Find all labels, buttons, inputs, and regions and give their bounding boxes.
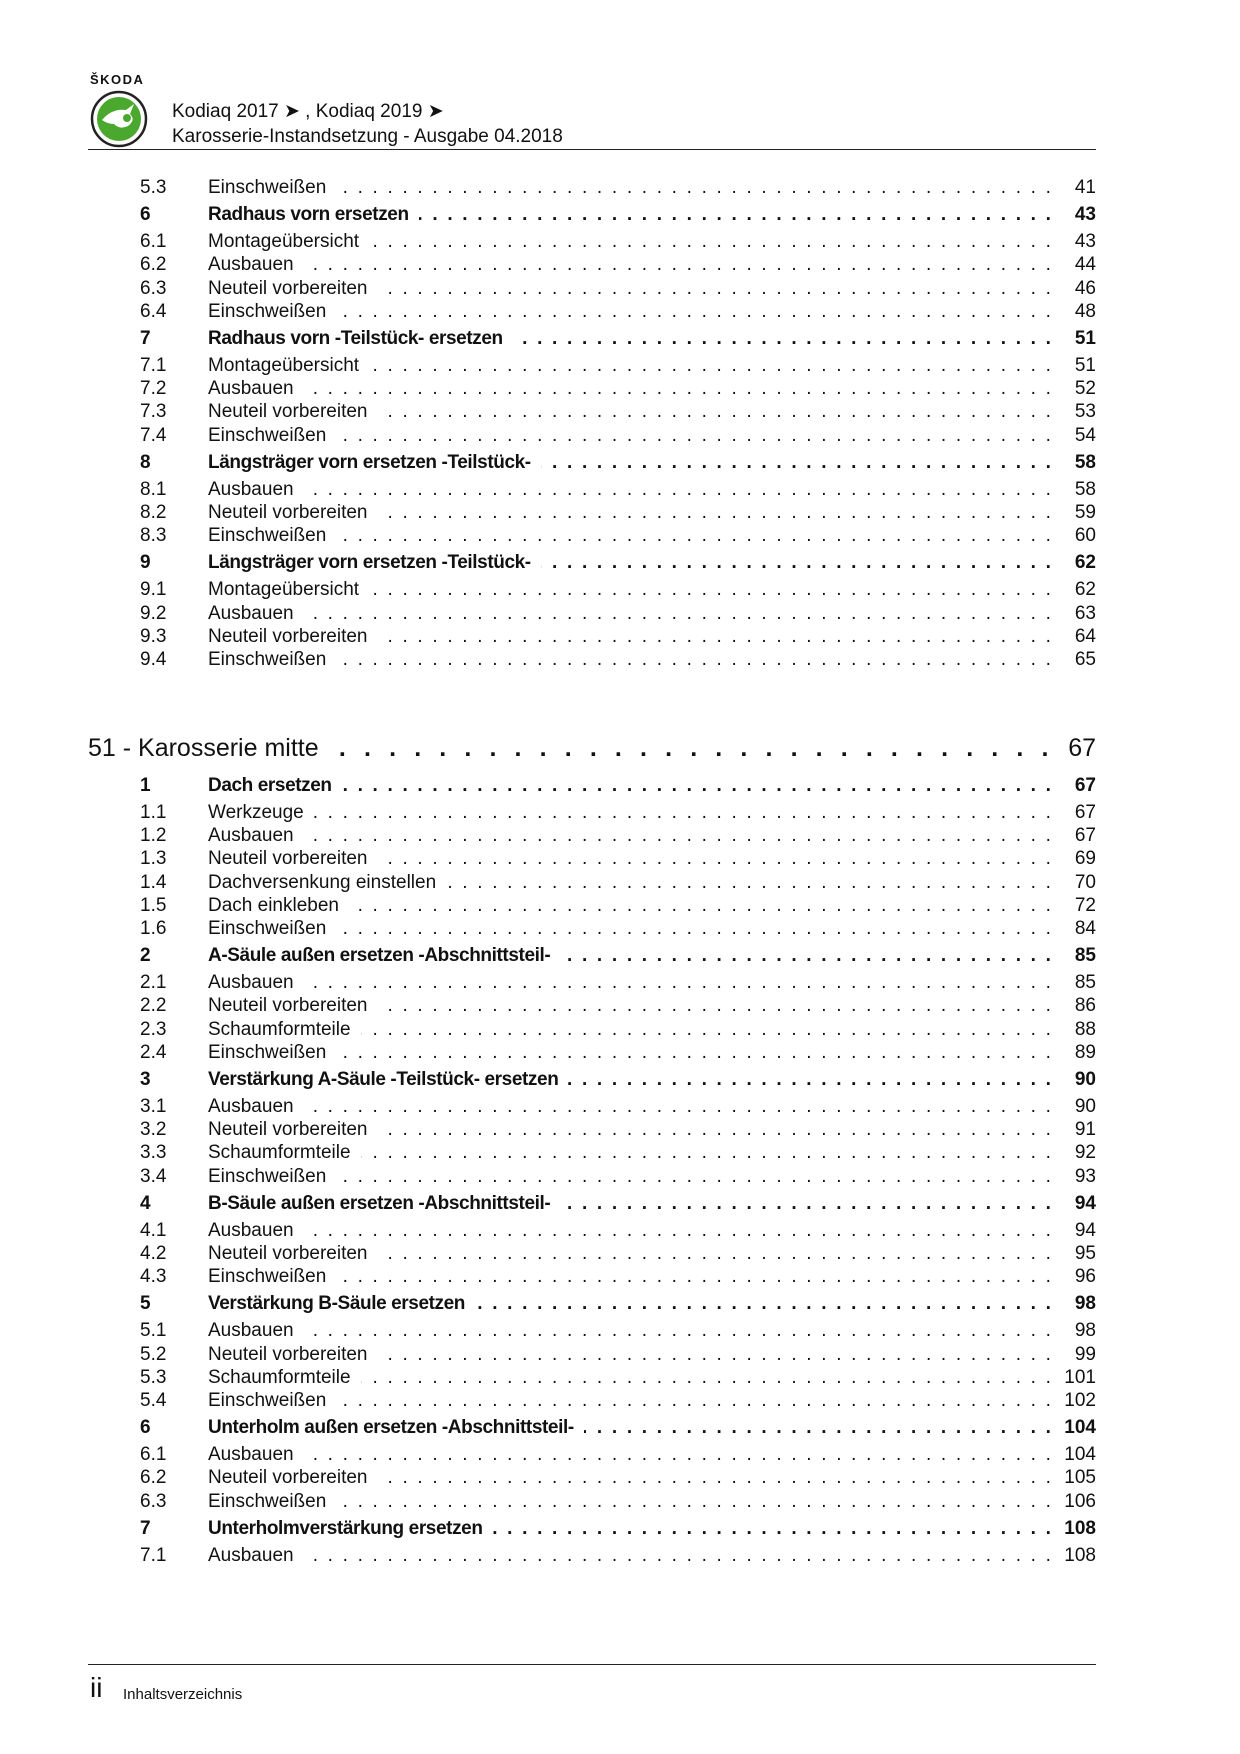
- toc-entry-page: 90: [1074, 1096, 1096, 1117]
- toc-entry-row[interactable]: [88, 1544, 1096, 1570]
- toc-entry-title: Montageübersicht . . .: [208, 230, 1054, 254]
- toc-entry-title: A-Säule außen ersetzen -Abschnittsteil- . . .: [208, 944, 1054, 968]
- toc-entry-number: 8: [140, 451, 151, 473]
- toc-entry-title: Unterholm außen ersetzen -Abschnittsteil- . . .: [208, 1416, 1054, 1440]
- toc-entry-number: 8.1: [140, 478, 167, 500]
- toc-entry-number: 3.4: [140, 1165, 167, 1187]
- toc-section-row[interactable]: [88, 1517, 1096, 1543]
- toc-section-row[interactable]: [88, 1192, 1096, 1218]
- toc-entry-number: 6: [140, 204, 151, 226]
- toc-entry-title: Montageübersicht . . .: [208, 578, 1054, 602]
- toc-entry-number: 8.3: [140, 525, 167, 547]
- toc-entry-number: 7.2: [140, 378, 167, 400]
- toc-section-row[interactable]: [88, 203, 1096, 229]
- toc-entry-number: 5.3: [140, 177, 167, 198]
- toc-entry-page: 96: [1074, 1266, 1096, 1288]
- toc-section-row[interactable]: [88, 1068, 1096, 1094]
- toc-entry-title: Ausbauen . . .: [208, 971, 1054, 995]
- toc-entry-page: 41: [1074, 177, 1096, 198]
- toc-entry-row[interactable]: [88, 1041, 1096, 1067]
- toc-entry-page: 65: [1074, 649, 1096, 670]
- toc-entry-title: Dach einkleben . . .: [208, 894, 1054, 918]
- skoda-logo-icon: [90, 90, 148, 148]
- toc-entry-row[interactable]: [88, 524, 1096, 550]
- toc-entry-page: 58: [1074, 478, 1096, 500]
- toc-entry-number: 2: [140, 945, 151, 967]
- toc-entry-page: 104: [1064, 1444, 1096, 1466]
- toc-entry-number: 2.2: [140, 995, 167, 1017]
- toc-entry-number: 1.4: [140, 871, 167, 893]
- toc-entry-title: Einschweißen . . .: [208, 1389, 1054, 1413]
- toc-entry-number: 5.1: [140, 1320, 167, 1342]
- toc-entry-row[interactable]: [88, 625, 1096, 651]
- toc-entry-row[interactable]: [88, 1095, 1096, 1121]
- toc-entry-title: Ausbauen . . .: [208, 1219, 1054, 1243]
- toc-entry-page: 52: [1074, 378, 1096, 400]
- toc-entry-page: 43: [1074, 204, 1096, 226]
- toc-entry-title: Radhaus vorn -Teilstück- ersetzen . . .: [208, 327, 1054, 351]
- toc-entry-title: Einschweißen . . .: [208, 1490, 1054, 1514]
- toc-entry-number: 1.1: [140, 802, 167, 823]
- toc-entry-number: 1.5: [140, 894, 167, 916]
- toc-entry-number: 9.3: [140, 625, 167, 647]
- toc-entry-title: Neuteil vorbereiten . . .: [208, 625, 1054, 649]
- toc-entry-title: Neuteil vorbereiten . . .: [208, 847, 1054, 871]
- footer-section-label: Inhaltsverzeichnis: [123, 1686, 243, 1703]
- toc-entry-title: Radhaus vorn ersetzen . . .: [208, 203, 1054, 227]
- toc-entry-title: Einschweißen . . .: [208, 1265, 1054, 1289]
- toc-entry-page: 44: [1074, 254, 1096, 276]
- toc-entry-number: 3.2: [140, 1119, 167, 1141]
- toc-entry-number: 9: [140, 552, 151, 574]
- toc-entry-row[interactable]: [88, 1219, 1096, 1245]
- toc-entry-number: 6.2: [140, 1467, 167, 1489]
- toc-entry-title: Neuteil vorbereiten . . .: [208, 1242, 1054, 1266]
- toc-entry-title: Ausbauen . . .: [208, 1544, 1054, 1568]
- toc-entry-row[interactable]: [88, 400, 1096, 426]
- toc-entry-title: Einschweißen . . .: [208, 176, 1054, 200]
- toc-entry-title: Montageübersicht . . .: [208, 354, 1054, 378]
- toc-entry-title: Einschweißen . . .: [208, 917, 1054, 941]
- toc-section-row[interactable]: [88, 451, 1096, 477]
- toc-entry-row[interactable]: [88, 176, 1096, 202]
- toc-entry-number: 3.3: [140, 1142, 167, 1164]
- toc-entry-title: Ausbauen . . .: [208, 1095, 1054, 1119]
- toc-entry-page: 94: [1074, 1219, 1096, 1241]
- toc-entry-page: 89: [1074, 1041, 1096, 1063]
- toc-entry-row[interactable]: [88, 1343, 1096, 1369]
- toc-entry-row[interactable]: [88, 478, 1096, 504]
- toc-entry-page: 48: [1074, 300, 1096, 322]
- toc-section-row[interactable]: [88, 551, 1096, 577]
- toc-entry-page: 53: [1074, 401, 1096, 423]
- toc-entry-page: 85: [1074, 945, 1096, 967]
- toc-entry-page: 104: [1064, 1417, 1096, 1439]
- toc-entry-row[interactable]: [88, 253, 1096, 279]
- toc-entry-page: 67: [1074, 825, 1096, 847]
- toc-entry-number: 4: [140, 1192, 151, 1214]
- toc-entry-page: 92: [1074, 1142, 1096, 1164]
- toc-entry-title: Neuteil vorbereiten . . .: [208, 1343, 1054, 1367]
- toc-entry-page: 91: [1074, 1119, 1096, 1141]
- page-header: [88, 72, 1098, 152]
- toc-chapter-row[interactable]: [88, 733, 1096, 765]
- toc-entry-number: 6.3: [140, 277, 167, 299]
- toc-entry-title: B-Säule außen ersetzen -Abschnittsteil- . . .: [208, 1192, 1054, 1216]
- toc-entry-page: 108: [1064, 1544, 1096, 1566]
- toc-entry-number: 7.3: [140, 401, 167, 423]
- toc-entry-page: 86: [1074, 995, 1096, 1017]
- toc-entry-page: 67: [1074, 775, 1096, 796]
- header-divider: [88, 149, 1096, 150]
- toc-entry-page: 51: [1074, 328, 1096, 349]
- toc-entry-page: 70: [1074, 871, 1096, 893]
- toc-entry-row[interactable]: [88, 354, 1096, 380]
- toc-entry-page: 85: [1074, 972, 1096, 994]
- toc-entry-page: 69: [1074, 848, 1096, 870]
- toc-entry-row[interactable]: [88, 501, 1096, 527]
- toc-entry-title: Ausbauen . . .: [208, 253, 1054, 277]
- toc-entry-title: Ausbauen . . .: [208, 377, 1054, 401]
- toc-entry-title: Ausbauen . . .: [208, 1443, 1054, 1467]
- toc-entry-row[interactable]: [88, 824, 1096, 850]
- toc-entry-number: 9.2: [140, 602, 167, 624]
- toc-entry-number: 6.2: [140, 254, 167, 276]
- toc-entry-number: 7.1: [140, 1544, 167, 1566]
- toc-entry-row[interactable]: [88, 994, 1096, 1020]
- toc-entry-page: 98: [1074, 1293, 1096, 1315]
- toc-entry-row[interactable]: [88, 1319, 1096, 1345]
- toc-entry-row[interactable]: [88, 1018, 1096, 1044]
- toc-entry-title: Neuteil vorbereiten . . .: [208, 400, 1054, 424]
- toc-entry-row[interactable]: [88, 424, 1096, 450]
- toc-entry-row[interactable]: [88, 230, 1096, 256]
- footer-divider: [88, 1664, 1096, 1665]
- toc-entry-number: 9.4: [140, 649, 167, 670]
- toc-entry-number: 4.2: [140, 1243, 167, 1264]
- toc-entry-page: 102: [1064, 1390, 1096, 1411]
- toc-entry-page: 46: [1074, 277, 1096, 299]
- toc-entry-page: 72: [1074, 894, 1096, 916]
- toc-section-row[interactable]: [88, 774, 1096, 800]
- toc-entry-row[interactable]: [88, 1165, 1096, 1191]
- toc-entry-title: Verstärkung B-Säule ersetzen . . .: [208, 1292, 1054, 1316]
- toc-entry-row[interactable]: [88, 1366, 1096, 1392]
- toc-entry-number: 7.4: [140, 424, 167, 446]
- toc-entry-page: 101: [1064, 1366, 1096, 1388]
- toc-entry-number: 6.3: [140, 1490, 167, 1512]
- toc-entry-number: 4.1: [140, 1219, 167, 1241]
- toc-entry-number: 2.1: [140, 972, 167, 994]
- toc-entry-page: 95: [1074, 1243, 1096, 1264]
- brand-wordmark: ŠKODA: [90, 72, 145, 87]
- toc-entry-row[interactable]: [88, 1389, 1096, 1415]
- toc-entry-row[interactable]: [88, 894, 1096, 920]
- toc-entry-number: 6.1: [140, 231, 167, 253]
- toc-entry-title: Ausbauen . . .: [208, 602, 1054, 626]
- toc-entry-number: 2.3: [140, 1018, 167, 1040]
- toc-entry-number: 1.2: [140, 825, 167, 847]
- toc-chapter-title: 51 - Karosserie mitte . . .: [88, 733, 1050, 763]
- toc-chapter-page: 67: [1068, 734, 1096, 762]
- toc-entry-title: Ausbauen . . .: [208, 1319, 1054, 1343]
- toc-entry-title: Längsträger vorn ersetzen -Teilstück- . . .: [208, 451, 1054, 475]
- toc-entry-title: Dachversenkung einstellen . . .: [208, 871, 1054, 895]
- toc-entry-number: 6.4: [140, 300, 167, 322]
- toc-entry-row[interactable]: [88, 578, 1096, 604]
- toc-entry-title: Neuteil vorbereiten . . .: [208, 994, 1054, 1018]
- toc-section-row[interactable]: [88, 1416, 1096, 1442]
- toc-entry-page: 63: [1074, 602, 1096, 624]
- toc-entry-page: 62: [1074, 579, 1096, 601]
- toc-entry-number: 7: [140, 1517, 151, 1539]
- toc-entry-page: 84: [1074, 918, 1096, 939]
- toc-entry-number: 9.1: [140, 579, 167, 601]
- toc-entry-title: Schaumformteile . . .: [208, 1366, 1054, 1390]
- toc-entry-title: Unterholmverstärkung ersetzen . . .: [208, 1517, 1054, 1541]
- toc-entry-number: 8.2: [140, 502, 167, 523]
- toc-entry-row[interactable]: [88, 1242, 1096, 1268]
- toc-entry-number: 7.1: [140, 355, 167, 376]
- toc-entry-title: Dach ersetzen . . .: [208, 774, 1054, 798]
- footer-page-number: ii: [90, 1672, 103, 1703]
- toc-entry-title: Neuteil vorbereiten . . .: [208, 501, 1054, 525]
- toc-entry-page: 93: [1074, 1165, 1096, 1187]
- toc-entry-row[interactable]: [88, 1466, 1096, 1492]
- toc-entry-row[interactable]: [88, 1118, 1096, 1144]
- toc-entry-number: 5.4: [140, 1390, 167, 1411]
- toc-entry-row[interactable]: [88, 377, 1096, 403]
- toc-entry-row[interactable]: [88, 277, 1096, 303]
- toc-entry-page: 62: [1074, 552, 1096, 574]
- toc-entry-title: Ausbauen . . .: [208, 478, 1054, 502]
- toc-entry-number: 1.3: [140, 848, 167, 870]
- header-model-line: Kodiaq 2017 ➤ , Kodiaq 2019 ➤: [172, 101, 444, 122]
- toc-entry-row[interactable]: [88, 971, 1096, 997]
- toc-entry-page: 60: [1074, 525, 1096, 547]
- toc-entry-number: 1: [140, 775, 151, 796]
- toc-entry-number: 2.4: [140, 1041, 167, 1063]
- toc-entry-row[interactable]: [88, 1265, 1096, 1291]
- toc-entry-number: 5.2: [140, 1343, 167, 1365]
- toc-entry-row[interactable]: [88, 1490, 1096, 1516]
- toc-entry-number: 4.3: [140, 1266, 167, 1288]
- toc-section-row[interactable]: [88, 1292, 1096, 1318]
- toc-entry-page: 94: [1074, 1192, 1096, 1214]
- toc-entry-title: Längsträger vorn ersetzen -Teilstück- . . .: [208, 551, 1054, 575]
- toc-entry-title: Verstärkung A-Säule -Teilstück- ersetzen . . .: [208, 1068, 1054, 1092]
- toc-entry-page: 88: [1074, 1018, 1096, 1040]
- toc-entry-title: Einschweißen . . .: [208, 1165, 1054, 1189]
- toc-entry-page: 54: [1074, 424, 1096, 446]
- toc-entry-page: 90: [1074, 1069, 1096, 1090]
- toc-entry-number: 6.1: [140, 1444, 167, 1466]
- toc-entry-number: 5.3: [140, 1366, 167, 1388]
- toc-entry-page: 64: [1074, 625, 1096, 647]
- toc-entry-number: 1.6: [140, 918, 167, 939]
- toc-section-row[interactable]: [88, 327, 1096, 353]
- toc-entry-number: 6: [140, 1417, 151, 1439]
- toc-entry-page: 59: [1074, 502, 1096, 523]
- toc-entry-row[interactable]: [88, 1443, 1096, 1469]
- toc-entry-title: Neuteil vorbereiten . . .: [208, 1118, 1054, 1142]
- toc-entry-row[interactable]: [88, 1141, 1096, 1167]
- toc-entry-title: Schaumformteile . . .: [208, 1141, 1054, 1165]
- toc-entry-number: 3: [140, 1069, 151, 1090]
- toc-entry-page: 106: [1064, 1490, 1096, 1512]
- toc-entry-title: Einschweißen . . .: [208, 300, 1054, 324]
- toc-entry-title: Einschweißen . . .: [208, 648, 1054, 672]
- toc-entry-title: Einschweißen . . .: [208, 424, 1054, 448]
- toc-entry-number: 5: [140, 1293, 151, 1315]
- toc-entry-page: 105: [1064, 1467, 1096, 1489]
- toc-entry-row[interactable]: [88, 602, 1096, 628]
- toc-entry-row[interactable]: [88, 648, 1096, 674]
- toc-entry-number: 7: [140, 328, 151, 349]
- header-manual-title: Karosserie-Instandsetzung - Ausgabe 04.2018: [172, 126, 563, 147]
- toc-entry-row[interactable]: [88, 847, 1096, 873]
- toc-entry-page: 58: [1074, 451, 1096, 473]
- toc-entry-number: 3.1: [140, 1096, 167, 1117]
- toc-entry-row[interactable]: [88, 300, 1096, 326]
- toc-entry-row[interactable]: [88, 917, 1096, 943]
- toc-entry-title: Ausbauen . . .: [208, 824, 1054, 848]
- toc-entry-row[interactable]: [88, 801, 1096, 827]
- toc-entry-page: 99: [1074, 1343, 1096, 1365]
- toc-entry-title: Werkzeuge . . .: [208, 801, 1054, 825]
- toc-entry-page: 51: [1074, 355, 1096, 376]
- toc-entry-title: Einschweißen . . .: [208, 1041, 1054, 1065]
- toc-entry-page: 43: [1074, 231, 1096, 253]
- toc-section-row[interactable]: [88, 944, 1096, 970]
- toc-entry-page: 67: [1074, 802, 1096, 823]
- toc-entry-row[interactable]: [88, 871, 1096, 897]
- toc-entry-page: 98: [1074, 1320, 1096, 1342]
- toc-entry-title: Neuteil vorbereiten . . .: [208, 277, 1054, 301]
- toc-entry-title: Schaumformteile . . .: [208, 1018, 1054, 1042]
- toc-entry-title: Neuteil vorbereiten . . .: [208, 1466, 1054, 1490]
- toc-entry-page: 108: [1064, 1517, 1096, 1539]
- toc-entry-title: Einschweißen . . .: [208, 524, 1054, 548]
